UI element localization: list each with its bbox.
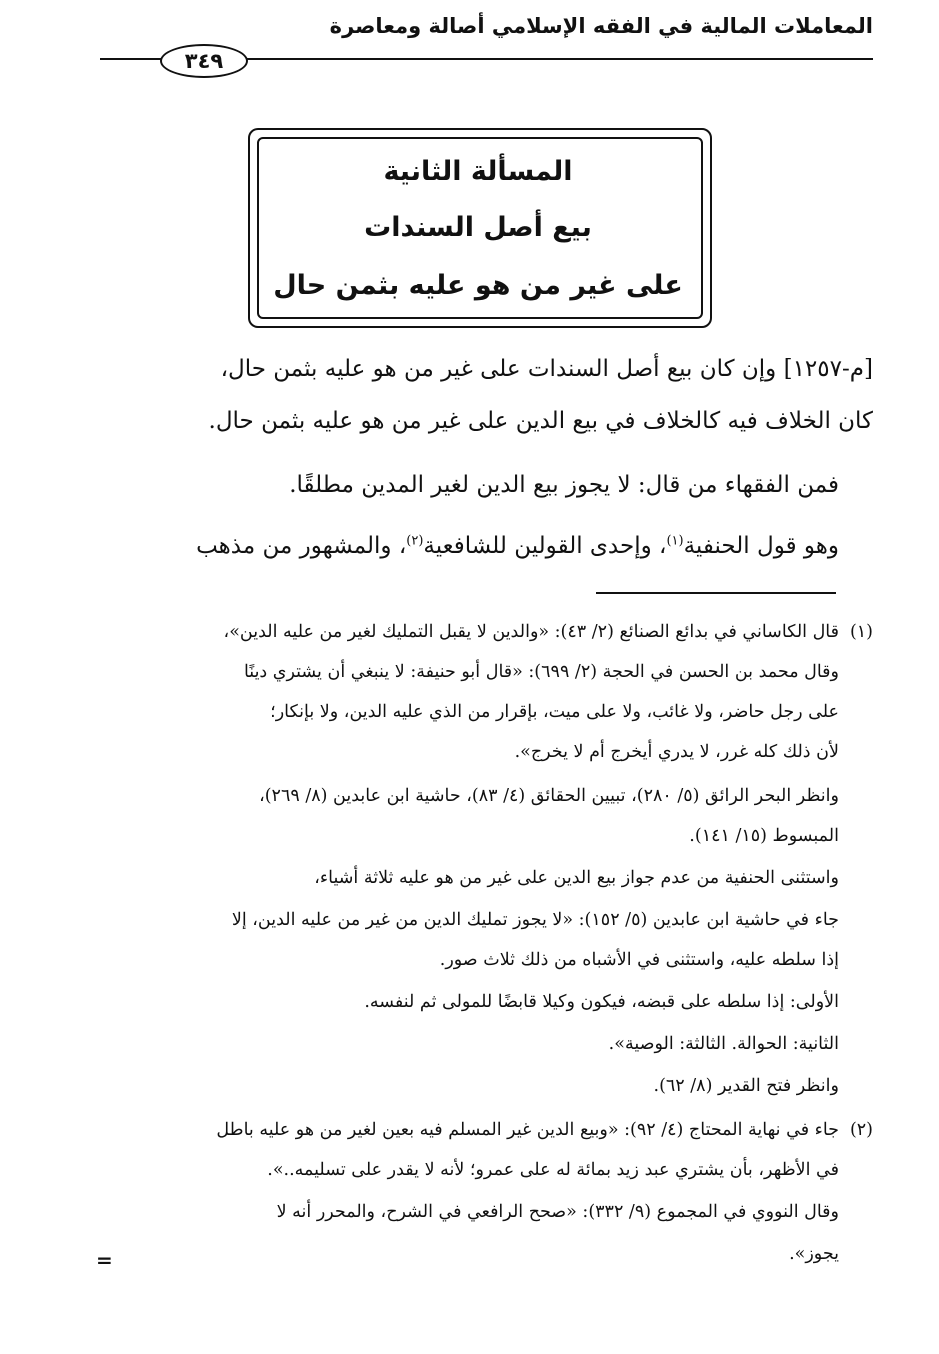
footnote-1-line-2: وقال محمد بن الحسن في الحجة (٢/ ٦٩٩): «قال أبو حنيفة: لا ينبغي أن يشتري دينًا [243, 662, 839, 682]
footnote-1-number: (١) [849, 622, 873, 642]
body-paragraph-1-line-1: [م-١٢٥٧] وإن كان بيع أصل السندات على غير من هو عليه بثمن حال، [220, 356, 873, 382]
footnote-separator [596, 592, 836, 594]
footnote-1-line-9: إذا سلطه عليه، واستثنى في الأشباه من ذلك ثلاث صور. [439, 950, 839, 970]
section-title-line-2: بيع أصل السندات [364, 212, 592, 243]
body-paragraph-2: فمن الفقهاء من قال: لا يجوز بيع الدين لغير المدين مطلقًا. [289, 472, 839, 498]
footnote-ref-1: (١) [666, 533, 684, 549]
footnote-1-line-7: واستثنى الحنفية من عدم جواز بيع الدين على غير من هو عليه ثلاثة أشياء، [314, 868, 839, 888]
footnote-2-number: (٢) [849, 1120, 873, 1140]
body-paragraph-3-part-b: ، وإحدى القولين للشافعية [423, 533, 667, 559]
footnote-ref-2: (٢) [406, 533, 424, 549]
page-number: ٣٤٩ [160, 44, 248, 78]
footnote-1-line-4: لأن ذلك كله غرر، لا يدري أيخرج أم لا يخرج». [514, 742, 839, 762]
body-paragraph-3 [196, 533, 839, 559]
section-title-line-3: على غير من هو عليه بثمن حال [273, 270, 683, 301]
running-header-title: المعاملات المالية في الفقه الإسلامي أصالة ومعاصرة [329, 14, 873, 38]
section-title-line-1: المسألة الثانية [383, 156, 573, 187]
footnote-2-line-1: جاء في نهاية المحتاج (٤/ ٩٢): «وبيع الدين غير المسلم فيه بعين لغير من هو عليه باطل [216, 1120, 839, 1140]
footnote-1-line-10: الأولى: إذا سلطه على قبضه، فيكون وكيلا قابضًا للمولى ثم لنفسه. [364, 992, 839, 1012]
body-paragraph-3-part-a: وهو قول الحنفية [683, 533, 839, 559]
footnote-1-line-12: وانظر فتح القدير (٨/ ٦٢). [653, 1076, 839, 1096]
body-paragraph-3-part-c: ، والمشهور من مذهب [196, 533, 407, 559]
footnote-1-line-3: على رجل حاضر، ولا غائب، ولا على ميت، بإقرار من الذي عليه الدين، ولا بإنكار؛ [270, 702, 839, 722]
continuation-mark: = [96, 1248, 113, 1272]
footnote-1-line-11: الثانية: الحوالة. الثالثة: الوصية». [608, 1034, 839, 1054]
footnote-2-line-3: وقال النووي في المجموع (٩/ ٣٣٢): «صحح الرافعي في الشرح، والمحرر أنه لا [276, 1202, 839, 1222]
body-paragraph-1-line-2: كان الخلاف فيه كالخلاف في بيع الدين على غير من هو عليه بثمن حال. [208, 408, 873, 434]
footnote-1-line-8: جاء في حاشية ابن عابدين (٥/ ١٥٢): «لا يجوز تمليك الدين من غير من عليه الدين، إلا [231, 910, 839, 930]
footnote-1-line-1: قال الكاساني في بدائع الصنائع (٢/ ٤٣): «والدين لا يقبل التمليك لغير من عليه الدين»، [223, 622, 839, 642]
footnote-1-line-5: وانظر البحر الرائق (٥/ ٢٨٠)، تبيين الحقائق (٤/ ٨٣)، حاشية ابن عابدين (٨/ ٢٦٩)، [259, 786, 839, 806]
footnote-2-line-2: في الأظهر، بأن يشتري عبد زيد بمائة له على عمرو؛ لأنه لا يقدر على تسليمه..». [267, 1160, 839, 1180]
footnote-1-line-6: المبسوط (١٥/ ١٤١). [689, 826, 839, 846]
footnote-2-line-4: يجوز». [789, 1244, 839, 1264]
